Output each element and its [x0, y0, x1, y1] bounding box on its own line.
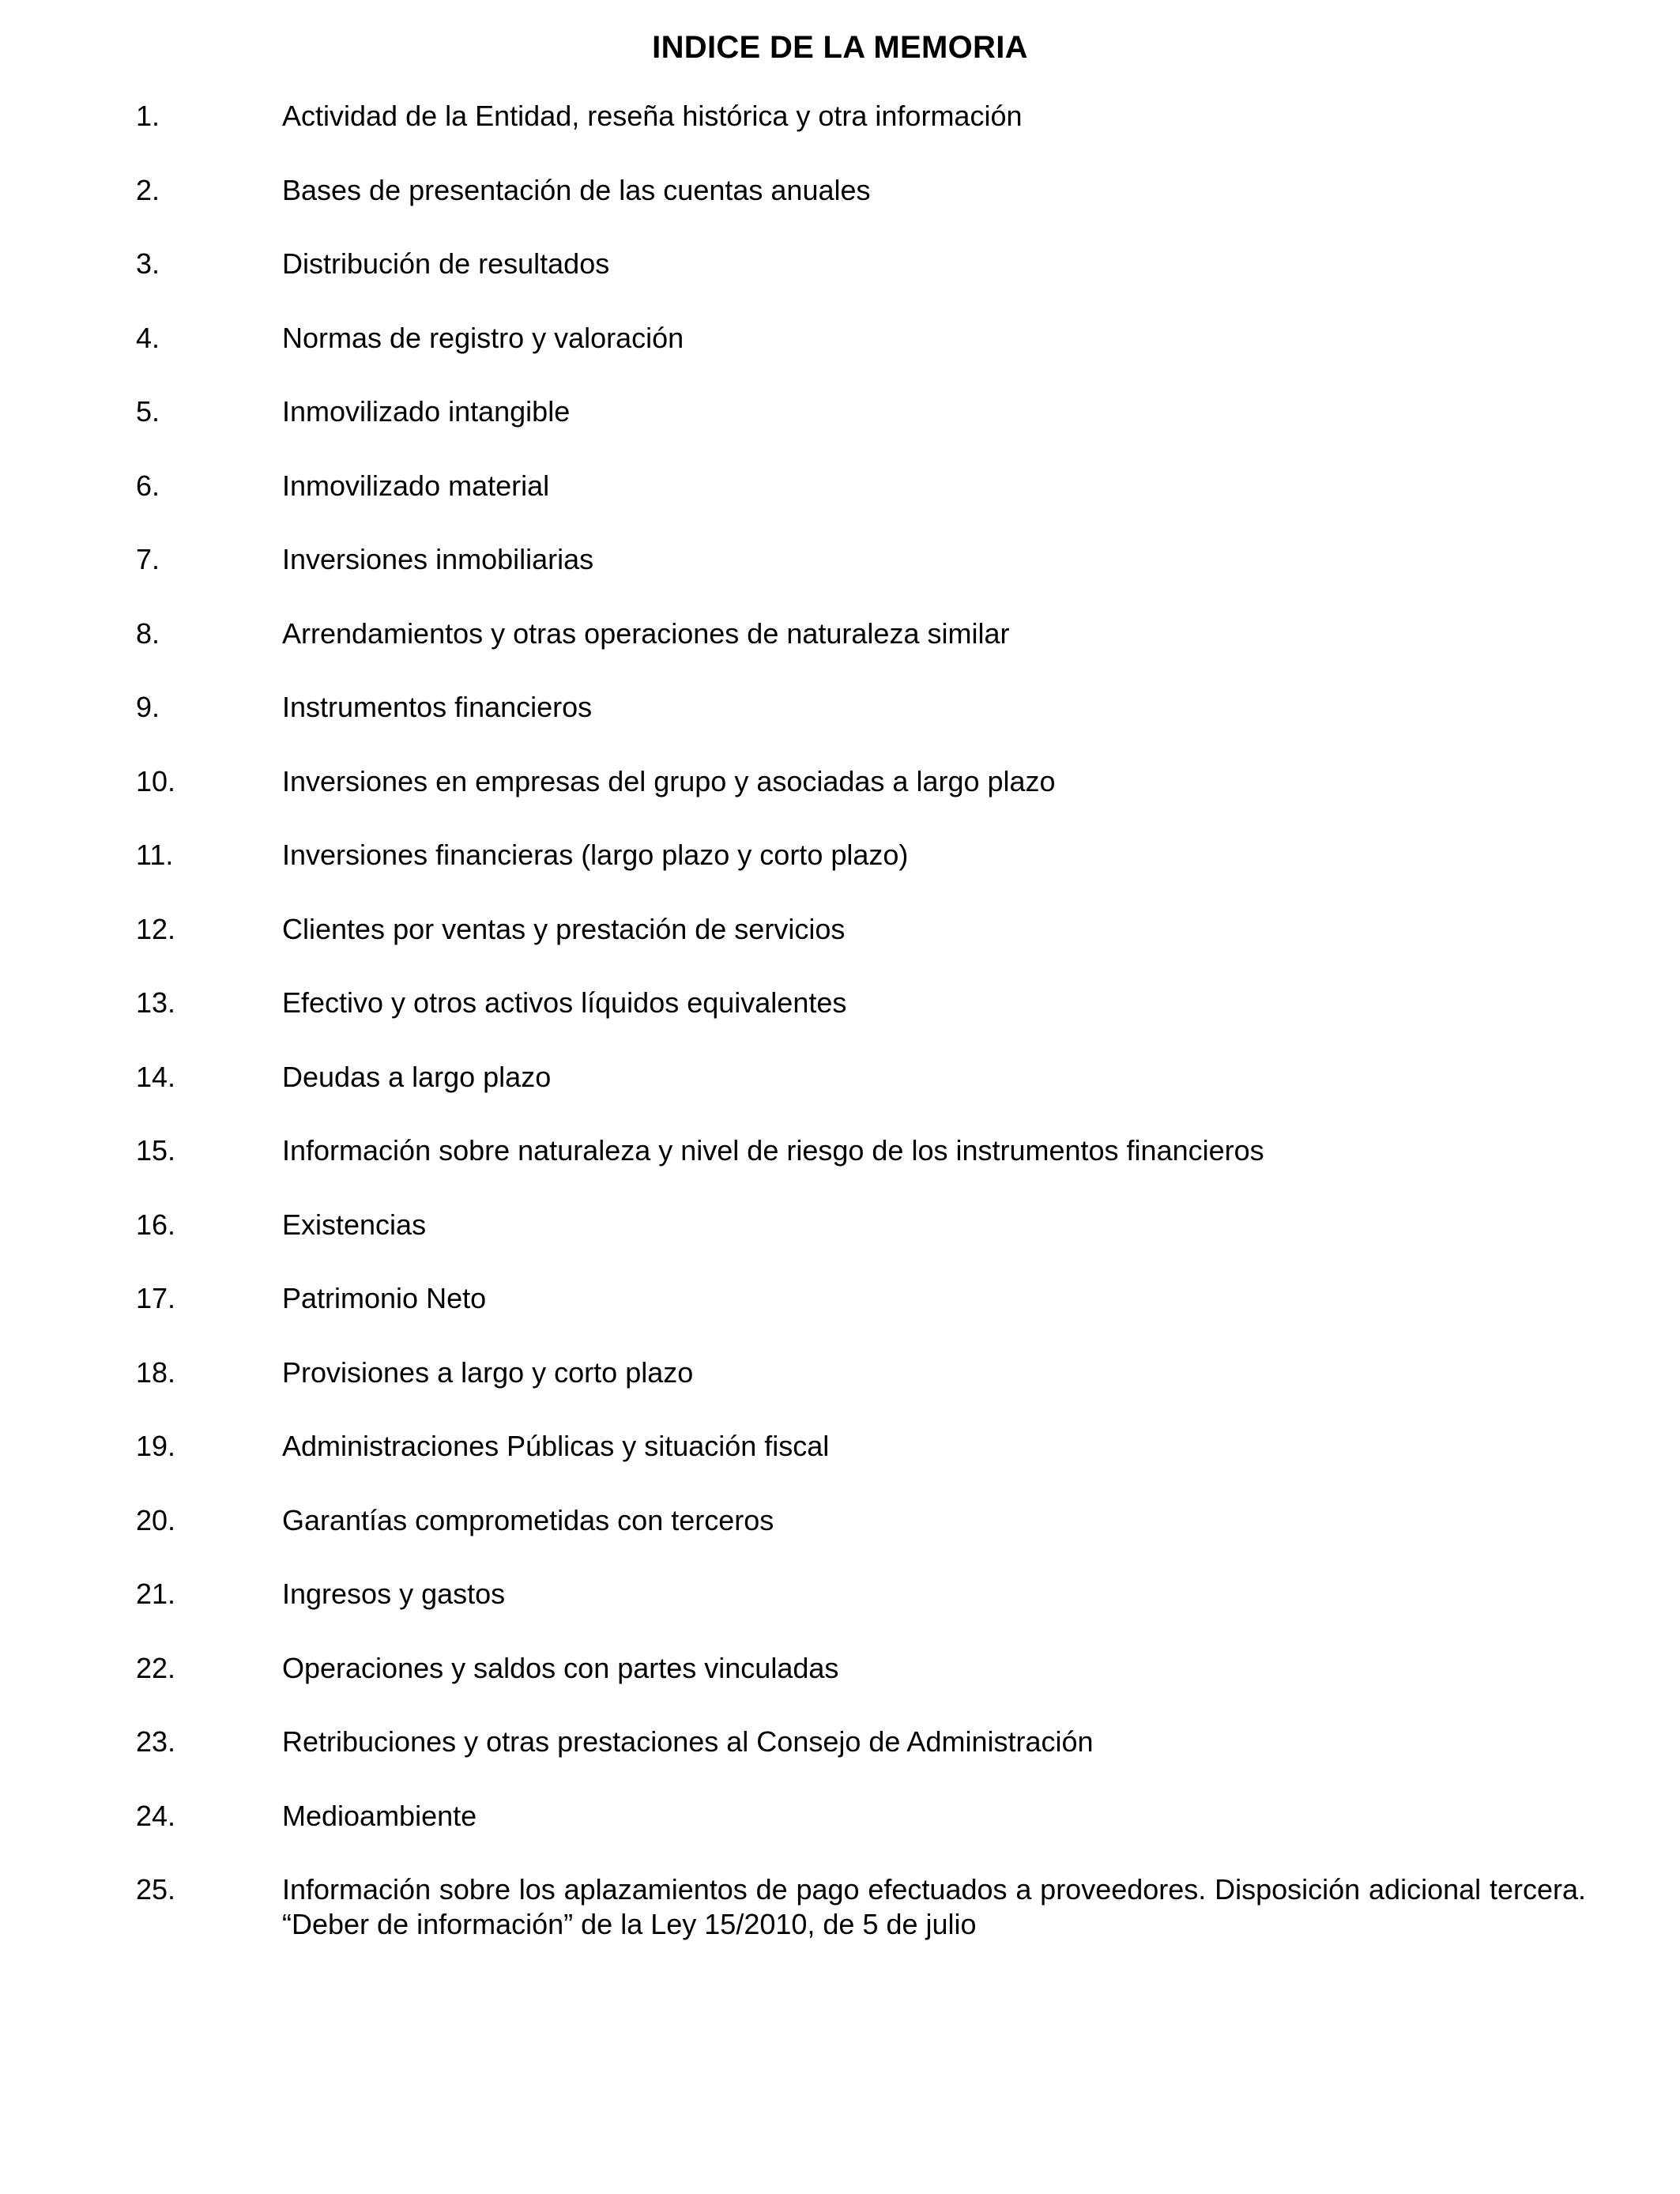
toc-item-text: Arrendamientos y otras operaciones de naturaleza similar — [282, 616, 1010, 650]
toc-item-text: Medioambiente — [282, 1799, 477, 1832]
toc-item-text: Información sobre naturaleza y nivel de riesgo de los instrumentos financieros — [282, 1134, 1264, 1167]
toc-item-text: Distribución de resultados — [282, 247, 610, 280]
toc-item-text: Ingresos y gastos — [282, 1578, 506, 1610]
toc-item-text: Efectivo y otros activos líquidos equivalentes — [282, 986, 847, 1019]
toc-item-text: Inversiones inmobiliarias — [282, 543, 594, 575]
toc-item-text: Inversiones en empresas del grupo y asociadas a largo plazo — [282, 764, 1056, 797]
toc-item-number: 23. — [136, 1725, 176, 1758]
toc-item-number: 14. — [136, 1060, 176, 1093]
toc-item-number: 16. — [136, 1208, 176, 1241]
page-title: INDICE DE LA MEMORIA — [652, 30, 1028, 65]
toc-item-number: 18. — [136, 1355, 176, 1389]
toc-item-number: 17. — [136, 1282, 176, 1314]
toc-item-text: Retribuciones y otras prestaciones al Consejo de Administración — [282, 1725, 1094, 1758]
toc-item-text: Operaciones y saldos con partes vinculadas — [282, 1651, 839, 1684]
toc-item-text: Bases de presentación de las cuentas anuales — [282, 173, 871, 206]
toc-item-text: Información sobre los aplazamientos de pago efectuados a proveedores. Disposición adicional tercera. “Deber de información” de la Ley 15/2010, de 5 de julio — [282, 1873, 1586, 1940]
toc-item-text: Provisiones a largo y corto plazo — [282, 1355, 694, 1389]
toc-item-number: 8. — [136, 616, 160, 650]
toc-item-number: 6. — [136, 469, 160, 502]
toc-item-text: Existencias — [282, 1208, 427, 1241]
toc-item-text: Inmovilizado material — [282, 469, 550, 502]
toc-item-text: Inmovilizado intangible — [282, 395, 571, 428]
toc-item-text: Actividad de la Entidad, reseña histórica y otra información — [282, 100, 1023, 132]
toc-item-text: Garantías comprometidas con terceros — [282, 1503, 774, 1536]
toc-item-number: 13. — [136, 986, 176, 1019]
toc-item-number: 1. — [136, 100, 160, 132]
toc-item-text: Administraciones Públicas y situación fiscal — [282, 1430, 830, 1462]
toc-item-text: Inversiones financieras (largo plazo y corto plazo) — [282, 839, 909, 871]
toc-item-number: 11. — [136, 839, 174, 871]
toc-item-number: 3. — [136, 247, 160, 280]
toc-item-number: 4. — [136, 321, 160, 354]
toc-item-number: 24. — [136, 1799, 176, 1832]
toc-item-number: 21. — [136, 1578, 176, 1610]
toc-item-number: 22. — [136, 1651, 176, 1684]
toc-item-text: Normas de registro y valoración — [282, 321, 684, 354]
toc-item-number: 19. — [136, 1430, 176, 1462]
toc-item-text: Patrimonio Neto — [282, 1282, 487, 1314]
toc-item-number: 5. — [136, 395, 160, 428]
toc-item-number: 20. — [136, 1503, 176, 1536]
toc-item-number: 12. — [136, 912, 176, 945]
toc-item-number: 9. — [136, 691, 160, 723]
toc-item-text: Clientes por ventas y prestación de servicios — [282, 912, 846, 945]
toc-item-number: 7. — [136, 543, 160, 575]
toc-item-number: 10. — [136, 764, 176, 797]
toc-item-number: 25. — [136, 1873, 176, 1906]
toc-item-number: 2. — [136, 173, 160, 206]
toc-item-number: 15. — [136, 1134, 176, 1167]
toc-item-text: Deudas a largo plazo — [282, 1060, 552, 1093]
toc-item-text: Instrumentos financieros — [282, 691, 593, 723]
